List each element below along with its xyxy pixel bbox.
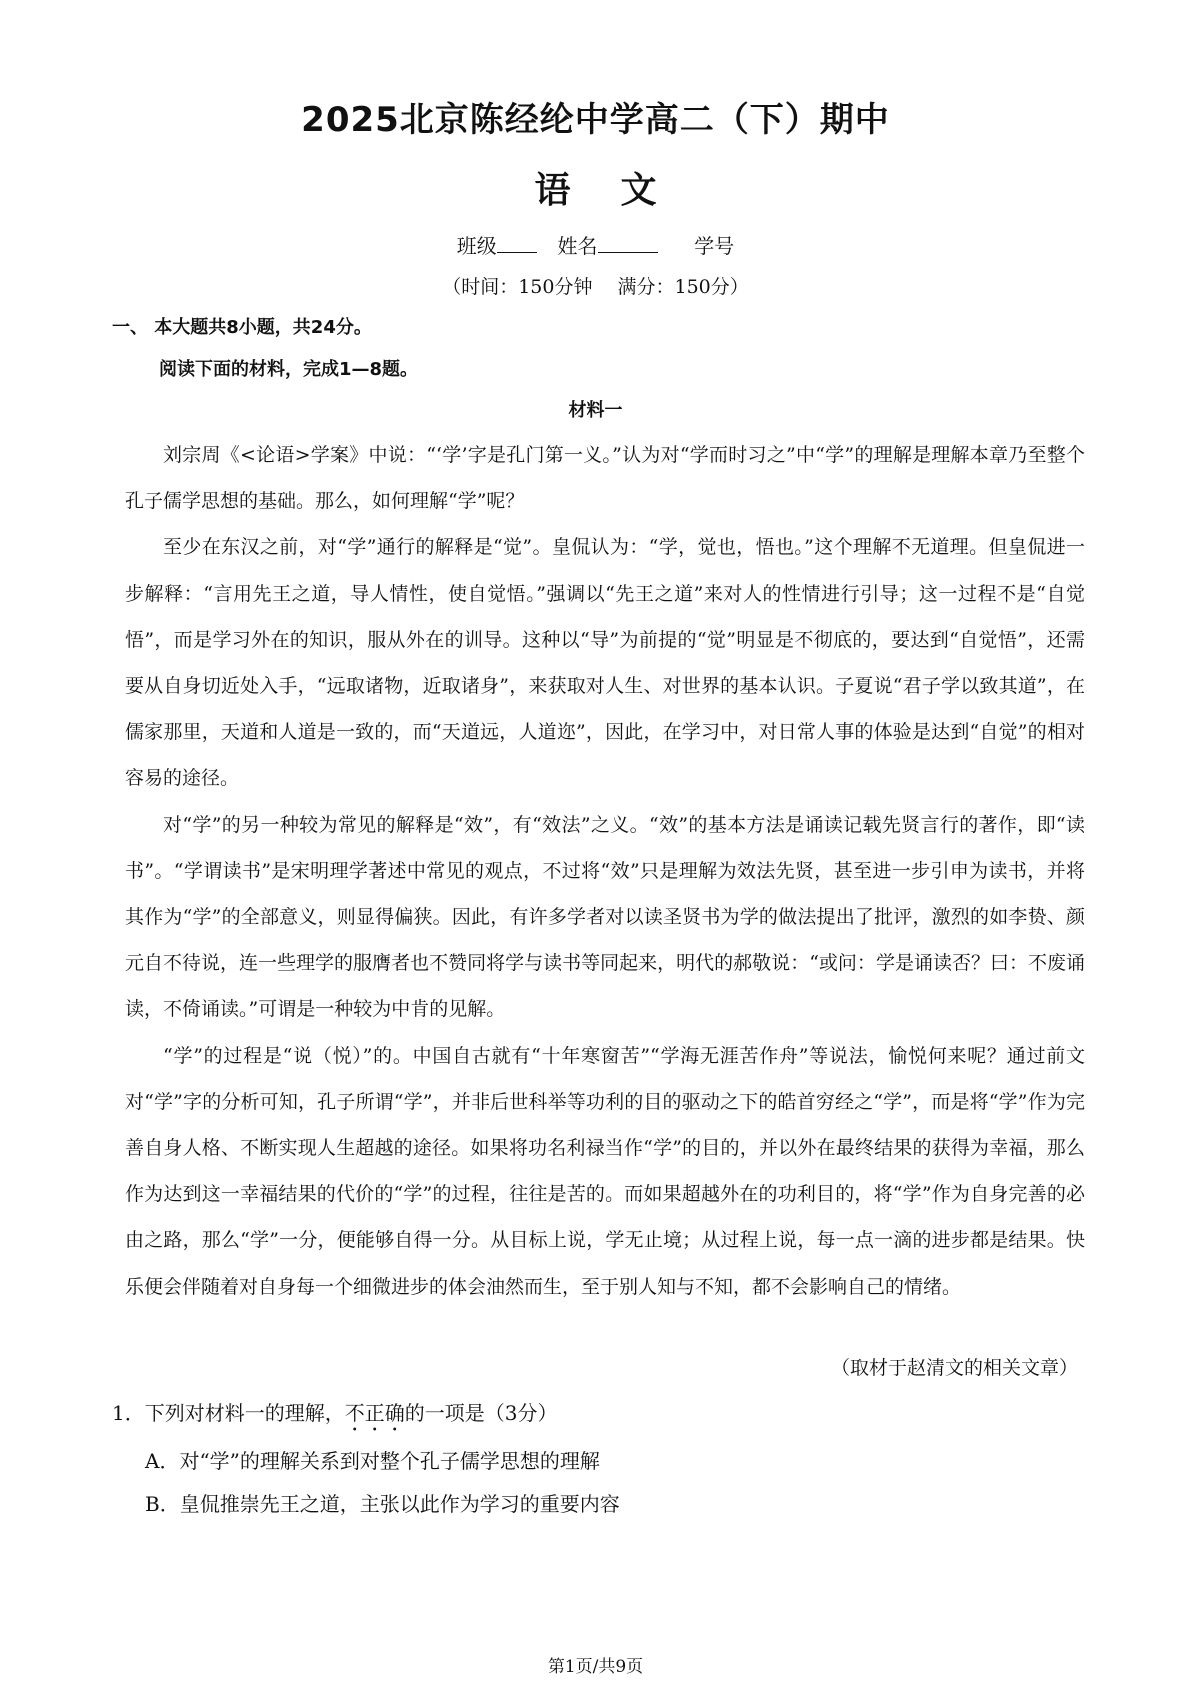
student-info-line [0,230,1191,259]
material-source: （取材于赵清文的相关文章） [830,1357,1078,1379]
id-label: 学号 [694,234,735,258]
material-paragraph: 对“学”的另一种较为常见的解释是“效”，有“效法”之义。“效”的基本方法是诵读记载先贤言行的著作，即“读书”。“学谓读书”是宋明理学著述中常见的观点，不过将“效”只是理解为效法先贤，甚至进一步引申为读书，并将其作为“学”的全部意义，则显得偏狭。因此，有许多学者对以读圣贤书为学的做法提出了批评，激烈的如李贽、颜元自不待说，连一些理学的服膺者也不赞同将学与读书等同起来，明代的郝敬说：“或问：学是诵读否？曰：不废诵读，不倚诵读。”可谓是一种较为中肯的见解。 [125,813,1085,1021]
material-body [125,432,1085,1310]
exam-title: 2025北京陈经纶中学高二（下）期中 [301,100,890,140]
time-score-info: （时间：150分钟 满分：150分） [442,276,749,298]
page-number: 第1页/共9页 [547,1657,644,1677]
name-blank [598,234,658,253]
material-paragraph: 至少在东汉之前，对“学”通行的解释是“觉”。皇侃认为：“学，觉也，悟也。”这个理解不无道理。但皇侃进一步解释：“言用先王之道，导人情性，使自觉悟。”强调以“先王之道”来对人的性情进行引导；这一过程不是“自觉悟”，而是学习外在的知识，服从外在的训导。这种以“导”为前提的“觉”明显是不彻底的，要达到“自觉悟”，还需要从自身切近处入手，“远取诸物，近取诸身”，来获取对人生、对世界的基本认识。子夏说“君子学以致其道”，在儒家那里，天道和人道是一致的，而“天道远，人道迩”，因此，在学习中，对日常人事的体验是达到“自觉”的相对容易的途径。 [125,536,1085,790]
subject-title: 语文 [534,170,707,211]
question-1-suffix: 的一项是（3分） [404,1401,558,1425]
question-1-prefix: 1．下列对材料一的理解， [112,1401,345,1425]
name-label: 姓名 [557,234,598,258]
question-1-option-b: B．皇侃推崇先王之道，主张以此作为学习的重要内容 [145,1492,620,1516]
reading-instruction: 阅读下面的材料，完成1—8题。 [159,359,419,380]
class-blank [497,234,537,253]
question-1-option-a: A．对“学”的理解关系到对整个孔子儒学思想的理解 [145,1449,600,1473]
question-1-emphasis: 不正确 [344,1401,405,1425]
section-heading: 一、 本大题共8小题，共24分。 [112,317,372,338]
question-1-stem [112,1397,557,1436]
class-label: 班级 [456,234,497,258]
material-title: 材料一 [568,400,623,421]
material-paragraph: 刘宗周《<论语>学案》中说：“‘学’字是孔门第一义。”认为对“学而时习之”中“学”的理解是理解本章乃至整个孔子儒学思想的基础。那么，如何理解“学”呢？ [125,444,1085,513]
material-paragraph: “学”的过程是“说（悦）”的。中国自古就有“十年寒窗苦”“学海无涯苦作舟”等说法，愉悦何来呢？通过前文对“学”字的分析可知，孔子所谓“学”，并非后世科举等功利的目的驱动之下的皓首穷经之“学”，而是将“学”作为完善自身人格、不断实现人生超越的途径。如果将功名利禄当作“学”的目的，并以外在最终结果的获得为幸福，那么作为达到这一幸福结果的代价的“学”的过程，往往是苦的。而如果超越外在的功利目的，将“学”作为自身完善的必由之路，那么“学”一分，便能够自得一分。从目标上说，学无止境；从过程上说，每一点一滴的进步都是结果。快乐便会伴随着对自身每一个细微进步的体会油然而生，至于别人知与不知，都不会影响自己的情绪。 [125,1044,1085,1298]
